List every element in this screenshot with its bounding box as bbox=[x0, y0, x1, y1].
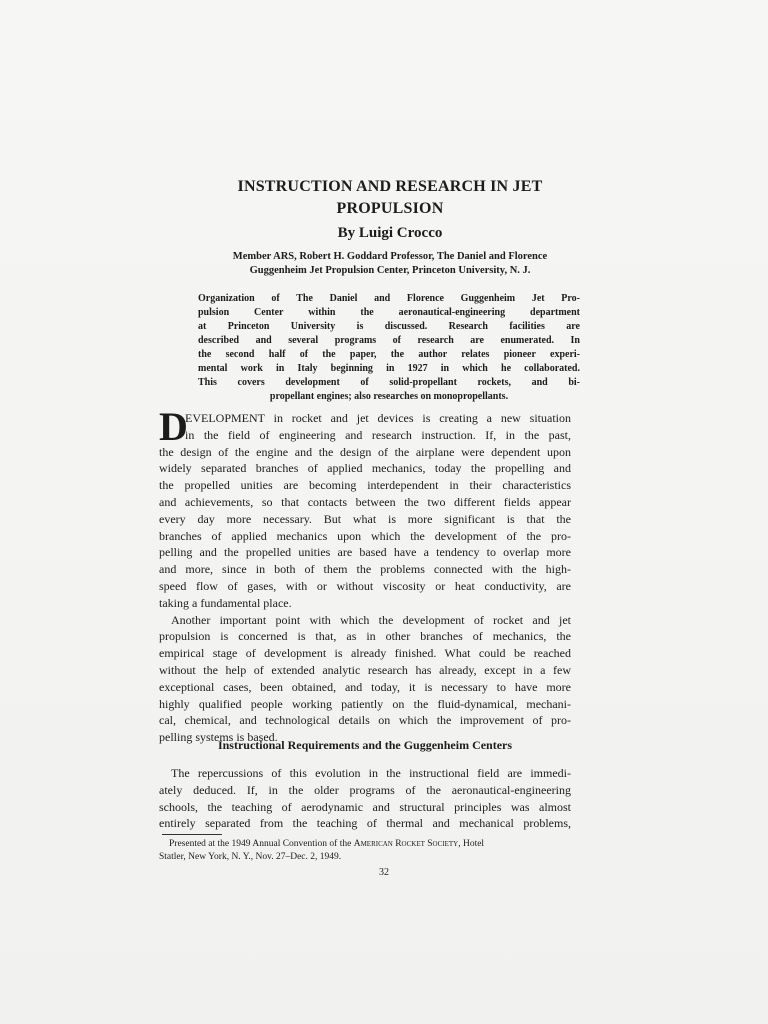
section-heading: Instructional Requirements and the Guggenheim Centers bbox=[217, 738, 513, 752]
abstract-line: described and several programs of research are enumerated. In bbox=[198, 335, 580, 346]
body-line: speed flow of gases, with or without viscosity or heat conductivity, are bbox=[159, 578, 571, 593]
abstract bbox=[198, 292, 580, 404]
body-line: the design of the engine and the design of the airplane were dependent upon bbox=[159, 444, 571, 459]
footnote-line-2: Statler, New York, N. Y., Nov. 27–Dec. 2, 1949. bbox=[159, 852, 342, 862]
abstract-line: the second half of the paper, the author relates pioneer experi- bbox=[198, 349, 580, 360]
body-line: in the field of engineering and research instruction. If, in the past, bbox=[185, 427, 571, 442]
body-line: ately deduced. If, in the older programs of the aeronautical-engineering bbox=[159, 782, 571, 797]
author-affiliation bbox=[150, 250, 630, 278]
article-title bbox=[130, 176, 650, 220]
body-line: branches of applied mechanics upon which the development of the pro- bbox=[159, 528, 571, 543]
footnote-pre: Presented at the 1949 Annual Convention of the bbox=[169, 839, 354, 849]
abstract-line: propellant engines; also researches on monopropellants. bbox=[269, 391, 509, 402]
abstract-line: mental work in Italy beginning in 1927 in which he collaborated. bbox=[198, 363, 580, 374]
drop-cap: D bbox=[159, 404, 188, 449]
affiliation-line-2: Guggenheim Jet Propulsion Center, Princeton University, N. J. bbox=[249, 265, 531, 276]
page-number: 32 bbox=[379, 867, 389, 878]
abstract-line: This covers development of solid-propellant rockets, and bi- bbox=[198, 377, 580, 388]
abstract-line: at Princeton University is discussed. Research facilities are bbox=[198, 321, 580, 332]
body-line: highly qualified people working patiently on the fluid-dynamical, mechani- bbox=[159, 696, 571, 711]
body-line: propulsion is concerned is that, as in other branches of mechanics, the bbox=[159, 629, 571, 644]
body-line: EVELOPMENT in rocket and jet devices is creating a new situation bbox=[185, 411, 571, 425]
body-line: and more, since in both of them the problems connected with the high- bbox=[159, 562, 571, 577]
footnote bbox=[159, 838, 571, 864]
body-line: without the help of extended analytic research has already, except in a few bbox=[159, 662, 571, 677]
footnote-post: , Hotel bbox=[458, 839, 485, 849]
body-line: entirely separated from the teaching of thermal and mechanical problems, bbox=[159, 816, 571, 831]
body-line: every day more necessary. But what is more significant is that the bbox=[159, 511, 571, 526]
title-line-2: PROPULSION bbox=[336, 200, 444, 217]
body-line: exceptional cases, been obtained, and today, it is necessary to have more bbox=[159, 679, 571, 694]
abstract-line: Organization of The Daniel and Florence Guggenheim Jet Pro- bbox=[198, 293, 580, 304]
affiliation-line-1: Member ARS, Robert H. Goddard Professor, The Daniel and Florence bbox=[232, 251, 548, 262]
footnote-rule bbox=[162, 834, 222, 835]
body-line: schools, the teaching of aerodynamic and structural principles was almost bbox=[159, 799, 571, 814]
author-byline: By Luigi Crocco bbox=[337, 225, 443, 241]
body-text bbox=[159, 404, 571, 746]
footnote-society: American Rocket Society bbox=[353, 839, 459, 849]
body-line: taking a fundamental place. bbox=[159, 595, 292, 610]
body-line: and achievements, so that contacts between the two different fields appear bbox=[159, 494, 571, 509]
body-text-continued bbox=[159, 765, 571, 832]
body-line: widely separated branches of applied mechanics, today the propelling and bbox=[159, 461, 571, 476]
body-line: cal, chemical, and technological details on which the improvement of pro- bbox=[159, 713, 571, 728]
footnote-line-1 bbox=[159, 838, 571, 851]
body-line: Another important point with which the development of rocket and jet bbox=[171, 612, 571, 627]
body-line: empirical stage of development is already finished. What could be reached bbox=[159, 646, 571, 661]
abstract-line: pulsion Center within the aeronautical-engineering department bbox=[198, 307, 580, 318]
body-line: The repercussions of this evolution in the instructional field are immedi- bbox=[171, 766, 571, 780]
body-line: pelling systems is based. bbox=[159, 730, 278, 745]
body-line: the propelled unities are becoming interdependent in their characteristics bbox=[159, 478, 571, 493]
title-line-1: INSTRUCTION AND RESEARCH IN JET bbox=[237, 178, 543, 195]
body-line: pelling and the propelled unities are based have a tendency to overlap more bbox=[159, 545, 571, 560]
